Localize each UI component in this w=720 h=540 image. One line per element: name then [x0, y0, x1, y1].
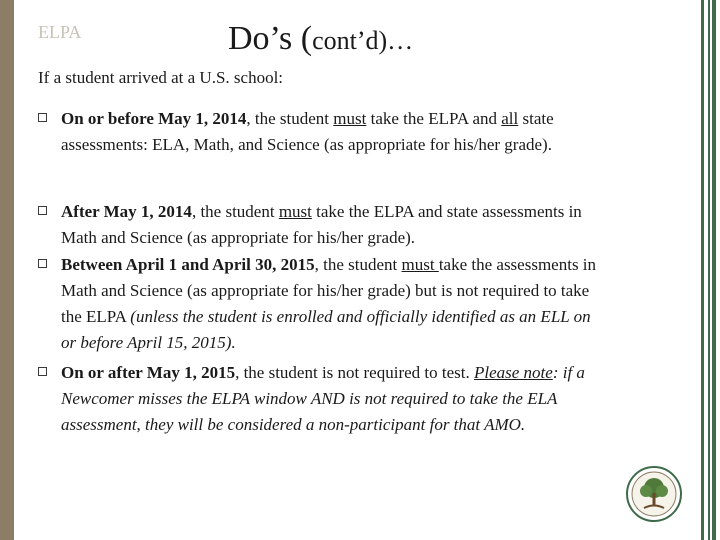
item-text: , the student is not required to test.: [235, 363, 474, 382]
intro-text: If a student arrived at a U.S. school:: [38, 68, 284, 87]
item-text: state assessments: ELA, Math, and Science (as appropriate for his/her grade).: [61, 109, 554, 154]
list-item-text: [61, 252, 608, 356]
item-text: , the student: [314, 255, 402, 274]
list-item: [38, 106, 608, 158]
left-accent-bar: [0, 0, 14, 540]
item-emphasis: all: [501, 109, 519, 128]
item-lead: After May 1, 2014: [61, 202, 192, 221]
hollow-square-bullet-icon: [38, 206, 47, 215]
list-item-text: [61, 360, 608, 438]
item-emphasis: Please note: [473, 363, 553, 382]
right-accent-line: [701, 0, 704, 540]
item-text: take the ELPA and: [366, 109, 502, 128]
list-item-text: [61, 106, 608, 158]
hollow-square-bullet-icon: [38, 367, 47, 376]
list-item-text: [61, 199, 608, 251]
item-lead: Between April 1 and April 30, 2015: [61, 255, 315, 274]
title-suffix: cont’d)…: [312, 26, 414, 55]
item-note: : if a Newcomer misses the ELPA window AND is not required to take the ELA assessment, they will be considered a non-participant for that AMO.: [61, 363, 585, 434]
item-text: take the ELPA and state assessments in Math and Science (as appropriate for his/her grade).: [61, 202, 582, 247]
list-item: [38, 199, 608, 251]
hollow-square-bullet-icon: [38, 259, 47, 268]
section-tag: ELPA: [38, 22, 82, 42]
slide-title: [228, 20, 413, 58]
right-accent-line: [708, 0, 710, 540]
hollow-square-bullet-icon: [38, 113, 47, 122]
item-emphasis: must: [278, 202, 312, 221]
tree-seal-icon: [626, 466, 682, 522]
list-item: [38, 252, 608, 356]
right-accent-line: [712, 0, 716, 540]
title-main: Do’s (: [228, 20, 313, 57]
item-lead: On or before May 1, 2014: [61, 109, 247, 128]
item-lead: On or after May 1, 2015: [61, 363, 236, 382]
item-note: (unless the student is enrolled and officially identified as an ELL on or before April 15, 2015).: [61, 307, 591, 352]
item-text: take the assessments in Math and Science (as appropriate for his/her grade) but is not required to take the ELPA: [61, 255, 597, 326]
item-emphasis: must: [333, 109, 367, 128]
item-emphasis: must: [401, 255, 439, 274]
list-item: [38, 360, 608, 438]
item-text: , the student: [246, 109, 334, 128]
item-text: , the student: [191, 202, 279, 221]
